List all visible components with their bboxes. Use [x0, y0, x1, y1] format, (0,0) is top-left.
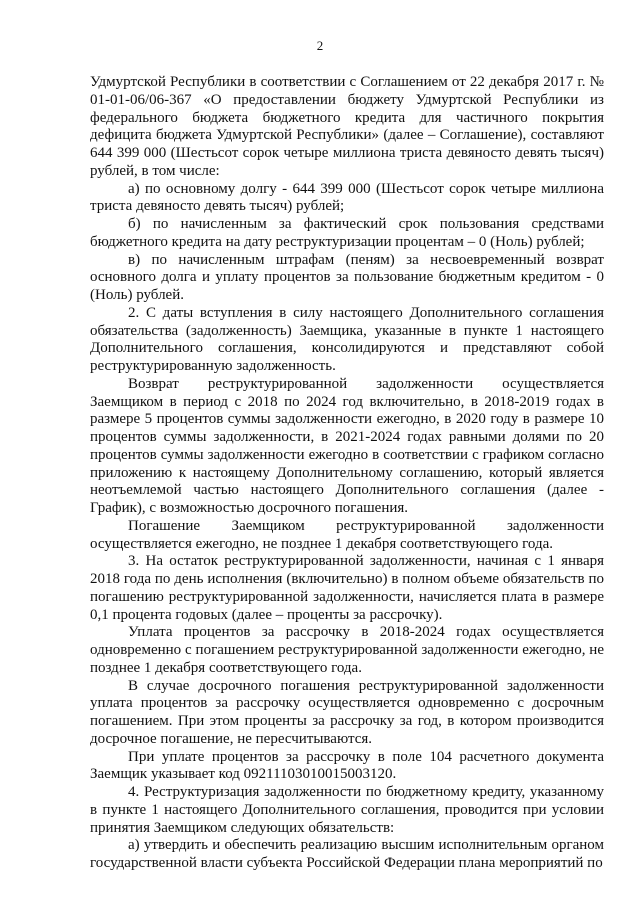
paragraph-early-repayment: В случае досрочного погашения реструктурированной задолженности уплата процентов за рассрочку осуществляется одновременно с досрочным погашением. При этом проценты за рассрочку за год, в котором производится досрочное погашение, не пересчитываются. — [90, 677, 604, 747]
paragraph-repayment-schedule: Возврат реструктурированной задолженности осуществляется Заемщиком в период с 2018 по 2024 год включительно, в 2018-2019 годах в размере 5 процентов суммы задолженности ежегодно, в 2020 году в размере 10 процентов суммы задолженности, в 2021-2024 годах равными долями по 20 процентов суммы задолженности ежегодно в соответствии с графиком согласно приложению к настоящему Дополнительному соглашению, который является неотъемлемой частью настоящего Дополнительного соглашения (далее - График), с возможностью досрочного погашения. — [90, 375, 604, 516]
paragraph-item-v: в) по начисленным штрафам (пеням) за несвоевременный возврат основного долга и уплату процентов за пользование бюджетным кредитом - 0 (Ноль) рублей. — [90, 251, 604, 303]
paragraph-repayment-deadline: Погашение Заемщиком реструктурированной задолженности осуществляется ежегодно, не позднее 1 декабря соответствующего года. — [90, 517, 604, 552]
page-number: 2 — [316, 38, 324, 53]
paragraph-interest-payment: Уплата процентов за рассрочку в 2018-2024 годах осуществляется одновременно с погашением реструктурированной задолженности ежегодно, не позднее 1 декабря соответствующего года. — [90, 624, 604, 676]
document-body — [90, 74, 604, 873]
paragraph-clause-4: 4. Реструктуризация задолженности по бюджетному кредиту, указанному в пункте 1 настоящего Дополнительного соглашения, проводится при условии принятия Заемщиком следующих обязательств: — [90, 784, 604, 836]
paragraph-clause-3: 3. На остаток реструктурированной задолженности, начиная с 1 января 2018 года по день исполнения (включительно) в полном объеме обязательств по погашению реструктурированной задолженности, начисляется плата в размере 0,1 процента годовых (далее – проценты за рассрочку). — [90, 553, 604, 623]
paragraph-item-4a: а) утвердить и обеспечить реализацию высшим исполнительным органом государственной власти субъекта Российской Федерации плана мероприятий по — [90, 837, 604, 871]
paragraph-item-a: а) по основному долгу - 644 399 000 (Шестьсот сорок четыре миллиона триста девяносто девять тысяч) рублей; — [90, 180, 604, 215]
paragraph-payment-code: При уплате процентов за рассрочку в поле 104 расчетного документа Заемщик указывает код 09211103010015003120. — [90, 748, 604, 783]
paragraph-item-b: б) по начисленным за фактический срок пользования средствами бюджетного кредита на дату реструктуризации процентам – 0 (Ноль) рублей; — [90, 216, 604, 250]
paragraph-continuation: Удмуртской Республики в соответствии с Соглашением от 22 декабря 2017 г. № 01-01-06/06-367 «О предоставлении бюджету Удмуртской Республики из федерального бюджета бюджетного кредита для частичного покрытия дефицита бюджета Удмуртской Республики» (далее – Соглашение), составляют 644 399 000 (Шестьсот сорок четыре миллиона триста девяносто девять тысяч) рублей, в том числе: — [90, 74, 604, 179]
paragraph-clause-2: 2. С даты вступления в силу настоящего Дополнительного соглашения обязательства (задолженность) Заемщика, указанные в пункте 1 настоящего Дополнительного соглашения, консолидируются и представляют собой реструктурированную задолженность. — [90, 304, 604, 374]
